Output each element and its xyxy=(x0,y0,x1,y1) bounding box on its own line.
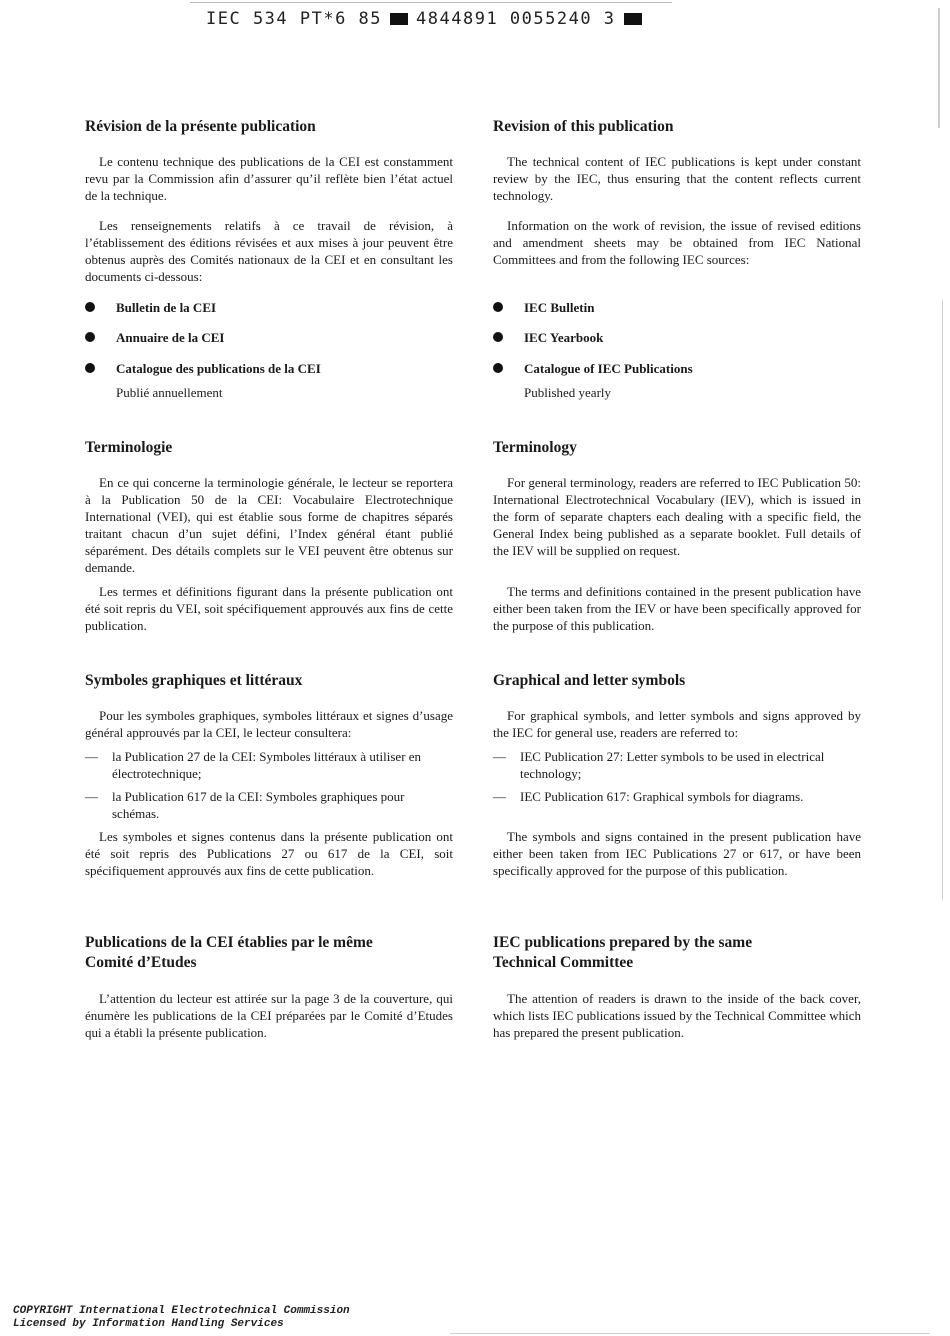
paragraph: Information on the work of revision, the issue of revised editions and amendment sheets may be obtained from IEC National Committees and from the following IEC sources: xyxy=(493,218,861,267)
copyright-footer xyxy=(13,1305,350,1331)
paragraph: En ce qui concerne la terminologie générale, le lecteur se reportera à la Publication 50 de la CEI: Vocabulaire Electrotechnique International (VEI), qui est établie sous forme de chapitres séparés traitant chacun d’un sujet défini, l’Index général étant publié séparément. Des détails complets sur le VEI peuvent être obtenus sur demande. xyxy=(85,475,453,575)
bullet-label: Catalogue of IEC Publications xyxy=(524,361,693,376)
scan-bottom-mark xyxy=(450,1333,930,1334)
title-line: Publications de la CEI établies par le même xyxy=(85,934,373,951)
publication-frequency-note: Published yearly xyxy=(524,385,612,400)
bullet-label: Catalogue des publications de la CEI xyxy=(116,361,321,376)
paragraph: Le contenu technique des publications de la CEI est constamment revu par la Commission afin d’assurer qu’il reflète bien l’état actuel de la technique. xyxy=(85,154,453,203)
section-title-symbols-en: Graphical and letter symbols xyxy=(493,672,686,689)
paragraph: For general terminology, readers are referred to IEC Publication 50: International Electrotechnical Vocabulary (IEV), which is issued in the form of separate chapters each dealing with a specific field, the General Index being published as a separate booklet. Full details of the IEV will be supplied on request. xyxy=(493,475,861,558)
scan-top-line xyxy=(190,2,672,3)
black-block-mark xyxy=(624,13,642,25)
section-title-terminology-en: Terminology xyxy=(493,439,577,456)
section-title-revision-fr: Révision de la présente publication xyxy=(85,118,316,135)
paragraph: For graphical symbols, and letter symbols and signs approved by the IEC for general use, readers are referred to: xyxy=(493,708,861,740)
scan-edge-mark xyxy=(938,8,940,128)
section-title-terminology-fr: Terminologie xyxy=(85,439,173,456)
paragraph: The terms and definitions contained in the present publication have either been taken from the IEV or have been specifically approved for the purpose of this publication. xyxy=(493,584,861,633)
section-title-symbols-fr: Symboles graphiques et littéraux xyxy=(85,672,303,689)
bullet-label: Annuaire de la CEI xyxy=(116,330,225,345)
section-title-tc-publications-en xyxy=(493,933,752,973)
paragraph: Pour les symboles graphiques, symboles littéraux et signes d’usage général approuvés par la CEI, le lecteur consultera: xyxy=(85,708,453,740)
title-line: IEC publications prepared by the same xyxy=(493,934,753,951)
bullet-label: Bulletin de la CEI xyxy=(116,300,217,315)
paragraph: Les symboles et signes contenus dans la présente publication ont été soit repris des Publications 27 ou 617 de la CEI, soit spécifiquement approuvés aux fins de cette publication. xyxy=(85,829,453,878)
copyright-line: COPYRIGHT International Electrotechnical Commission xyxy=(13,1305,350,1317)
bullet-dot-icon xyxy=(493,363,503,373)
publication-frequency-note: Publié annuellement xyxy=(116,385,223,400)
paragraph: The attention of readers is drawn to the inside of the back cover, which lists IEC publications issued by the Technical Committee which has prepared the present publication. xyxy=(493,991,861,1040)
paragraph: Les termes et définitions figurant dans la présente publication ont été soit repris du VEI, soit spécifiquement approuvés aux fins de cette publication. xyxy=(85,584,453,633)
bullet-label: IEC Bulletin xyxy=(524,300,595,315)
bullet-label: IEC Yearbook xyxy=(524,330,604,345)
dash-list-item xyxy=(493,748,861,782)
bullet-dot-icon xyxy=(493,332,503,342)
barcode-number: 4844891 0055240 3 xyxy=(416,9,616,29)
section-title-revision-en: Revision of this publication xyxy=(493,118,674,135)
paragraph: The symbols and signs contained in the present publication have either been taken from IEC Publications 27 or 617, or have been specifically approved for the purpose of this publication. xyxy=(493,829,861,878)
scan-edge-mark xyxy=(942,300,943,900)
bullet-dot-icon xyxy=(85,302,95,312)
license-line: Licensed by Information Handling Services xyxy=(13,1318,284,1330)
dash-mark: — xyxy=(85,749,98,764)
title-line: Technical Committee xyxy=(493,954,634,971)
dash-item-text: IEC Publication 617: Graphical symbols for diagrams. xyxy=(520,789,804,804)
bullet-dot-icon xyxy=(493,302,503,312)
dash-mark: — xyxy=(493,749,506,764)
dash-list-item xyxy=(493,788,861,805)
dash-list-item xyxy=(85,788,453,822)
document-code: IEC 534 PT*6 85 xyxy=(206,9,383,29)
section-title-tc-publications-fr xyxy=(85,933,373,973)
paragraph: Les renseignements relatifs à ce travail de révision, à l’établissement des éditions révisées et aux mises à jour peuvent être obtenus auprès des Comités nationaux de la CEI et en consultant les documents ci-dessous: xyxy=(85,218,453,284)
bullet-dot-icon xyxy=(85,363,95,373)
dash-mark: — xyxy=(493,789,506,804)
paragraph: L’attention du lecteur est attirée sur la page 3 de la couverture, qui énumère les publications de la CEI préparées par le Comité d’Etudes qui a établi la présente publication. xyxy=(85,991,453,1040)
black-block-mark xyxy=(390,13,408,25)
dash-item-text: la Publication 617 de la CEI: Symboles graphiques pour schémas. xyxy=(112,789,405,821)
document-code-header xyxy=(206,8,650,30)
dash-list-item xyxy=(85,748,453,782)
dash-item-text: la Publication 27 de la CEI: Symboles littéraux à utiliser en électrotechnique; xyxy=(112,749,422,781)
title-line: Comité d’Etudes xyxy=(85,954,197,971)
dash-item-text: IEC Publication 27: Letter symbols to be used in electrical technology; xyxy=(520,749,825,781)
paragraph: The technical content of IEC publications is kept under constant review by the IEC, thus ensuring that the content reflects current technology. xyxy=(493,154,861,203)
dash-mark: — xyxy=(85,789,98,804)
bullet-dot-icon xyxy=(85,332,95,342)
